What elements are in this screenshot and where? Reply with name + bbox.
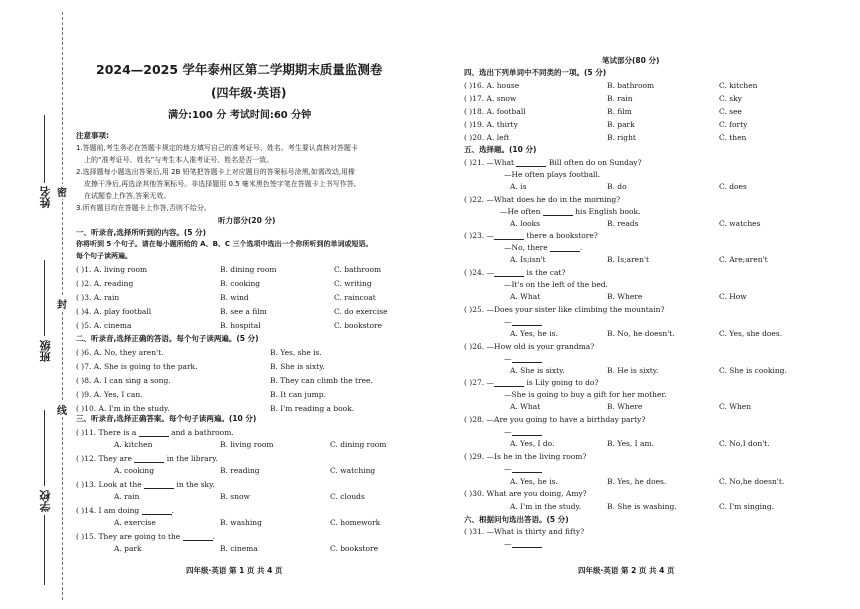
q5-c[interactable]: C. bookstore — [334, 321, 383, 330]
q3-b[interactable]: B. wind — [220, 293, 249, 302]
q14-c[interactable]: C. homework — [330, 518, 381, 527]
school-field-line-lower — [44, 515, 45, 585]
q31-question: ( )31. —What is thirty and fifty? — [464, 527, 585, 536]
q4-b[interactable]: B. see a film — [220, 307, 267, 316]
q23-b[interactable]: B. Is;aren't — [607, 255, 650, 264]
q28-blank[interactable] — [512, 435, 542, 436]
q19-a[interactable]: ( )19. A. thirty — [464, 120, 518, 129]
q13-question: ( )13. Look at the in the sky. — [76, 480, 215, 489]
q27-b[interactable]: B. Where — [607, 402, 643, 411]
q24-question: ( )24. — is the cat? — [464, 268, 566, 277]
part2-title: 二、听录音,选择正确的答语。每个句子读两遍。(5 分) — [76, 334, 259, 343]
q29-line2: — — [504, 464, 542, 473]
q18-b[interactable]: B. film — [607, 107, 632, 116]
q26-a[interactable]: A. She is sixty. — [510, 366, 565, 375]
part3-title: 三、听录音,选择正确答案。每个句子读两遍。(10 分) — [76, 414, 257, 423]
q2-a[interactable]: ( )2. A. reading — [76, 279, 134, 288]
q8-b[interactable]: B. They can climb the tree. — [270, 376, 373, 385]
q25-line2: — — [504, 317, 542, 326]
q31-blank[interactable] — [512, 547, 542, 548]
part4-title: 四、选出下列单词中不同类的一项。(5 分) — [464, 68, 607, 77]
q8-a[interactable]: ( )8. A. I can sing a song. — [76, 376, 171, 385]
q16-b[interactable]: B. bathroom — [607, 81, 655, 90]
q30-b[interactable]: B. She is washing. — [607, 502, 677, 511]
q23-line2: —No, there . — [504, 243, 583, 252]
q20-a[interactable]: ( )20. A. left — [464, 133, 510, 142]
part1-title: 一、听录音,选择所听到的内容。(5 分) — [76, 228, 207, 237]
q24-b[interactable]: B. Where — [607, 292, 643, 301]
q21-b[interactable]: B. do — [607, 182, 627, 191]
school-field-line[interactable] — [44, 410, 45, 486]
notice-line-1: 1.答题前,考生务必在答题卡规定的地方填写自己的准考证号、姓名。考生要认真核对答题卡 — [76, 144, 358, 152]
q19-c[interactable]: C. forty — [719, 120, 748, 129]
q13-a[interactable]: A. rain — [114, 492, 140, 501]
q22-blank[interactable] — [543, 215, 573, 216]
q11-b[interactable]: B. living room — [220, 440, 274, 449]
q5-a[interactable]: ( )5. A. cinema — [76, 321, 132, 330]
q3-c[interactable]: C. raincoat — [334, 293, 376, 302]
q16-c[interactable]: C. kitchen — [719, 81, 758, 90]
q6-b[interactable]: B. Yes, she is. — [270, 348, 322, 357]
notice-line-2: 上的“准考证号、姓名”与考生本人准考证号、姓名是否一致。 — [84, 156, 274, 164]
q29-blank[interactable] — [512, 472, 542, 473]
q23-blank-2[interactable] — [550, 251, 580, 252]
q24-a[interactable]: A. What — [510, 292, 541, 301]
notice-line-5: 在试题卷上作答,答案无效。 — [84, 192, 171, 200]
q15-c[interactable]: C. bookstore — [330, 544, 379, 553]
q28-b[interactable]: B. Yes, I am. — [607, 439, 654, 448]
q2-c[interactable]: C. writing — [334, 279, 372, 288]
notice-line-3: 2.选择题每小题选出答案后,用 2B 铅笔把答题卡上对应题目的答案标号涂黑,如需改动,用橡 — [76, 168, 356, 176]
q11-question: ( )11. There is a and a bathroom. — [76, 428, 234, 437]
part5-title: 五、选择题。(10 分) — [464, 145, 537, 154]
q12-a[interactable]: A. cooking — [114, 466, 154, 475]
q1-a[interactable]: ( )1. A. living room — [76, 265, 148, 274]
q29-question: ( )29. —Is he in the living room? — [464, 452, 587, 461]
q18-a[interactable]: ( )18. A. football — [464, 107, 526, 116]
q12-question: ( )12. They are in the library. — [76, 454, 218, 463]
q11-c[interactable]: C. dining room — [330, 440, 387, 449]
school-label: 学校 — [39, 490, 52, 512]
q26-c[interactable]: C. She is cooking. — [719, 366, 787, 375]
part6-title: 六、根据问句选出答语。(5 分) — [464, 515, 569, 524]
q22-b[interactable]: B. reads — [607, 219, 639, 228]
q21-c[interactable]: C. does — [719, 182, 747, 191]
q10-a[interactable]: ( )10. A. I'm in the study. — [76, 404, 170, 413]
exam-title: 2024—2025 学年泰州区第二学期期末质量监测卷 — [96, 62, 383, 77]
q29-b[interactable]: B. Yes, he does. — [607, 477, 667, 486]
q30-a[interactable]: A. I'm in the study. — [510, 502, 582, 511]
q16-a[interactable]: ( )16. A. house — [464, 81, 520, 90]
q23-blank-1[interactable] — [494, 239, 524, 240]
q14-a[interactable]: A. exercise — [114, 518, 156, 527]
q23-question: ( )23. — there a bookstore? — [464, 231, 598, 240]
seal-feng: 封 — [57, 296, 67, 311]
q11-blank[interactable] — [139, 436, 169, 437]
q2-b[interactable]: B. cooking — [220, 279, 261, 288]
written-title: 笔试部分(80 分) — [602, 56, 660, 65]
notice-title: 注意事项: — [76, 131, 109, 140]
q14-blank[interactable] — [142, 514, 172, 515]
q19-b[interactable]: B. park — [607, 120, 635, 129]
q24-line2: —It's on the left of the bed. — [504, 280, 608, 289]
q27-a[interactable]: A. What — [510, 402, 541, 411]
q4-c[interactable]: C. do exercise — [334, 307, 388, 316]
q23-c[interactable]: C. Are;aren't — [719, 255, 768, 264]
q15-b[interactable]: B. cinema — [220, 544, 258, 553]
q28-line2: — — [504, 427, 542, 436]
q12-c[interactable]: C. watching — [330, 466, 376, 475]
notice-line-4: 皮擦干净后,再选涂其他答案标号。非选择题用 0.5 毫米黑色签字笔在答题卡上书写作答, — [84, 180, 357, 188]
seal-mi: 密 — [57, 184, 67, 199]
q21-question: ( )21. —What Bill often do on Sunday? — [464, 158, 642, 167]
q20-c[interactable]: C. then — [719, 133, 747, 142]
listening-title: 听力部分(20 分) — [218, 216, 276, 225]
q15-question: ( )15. They are going to the . — [76, 532, 216, 541]
score-time: 满分:100 分 考试时间:60 分钟 — [168, 110, 312, 121]
q15-a[interactable]: A. park — [114, 544, 142, 553]
q27-blank[interactable] — [494, 386, 524, 387]
q27-c[interactable]: C. When — [719, 402, 752, 411]
footer-right: 四年级·英语 第 2 页 共 4 页 — [578, 566, 675, 575]
q13-blank[interactable] — [144, 488, 174, 489]
q15-blank[interactable] — [183, 540, 213, 541]
q29-c[interactable]: C. No,he doesn't. — [719, 477, 785, 486]
q26-b[interactable]: B. He is sixty. — [607, 366, 659, 375]
class-field-line[interactable] — [44, 260, 45, 336]
q14-question: ( )14. I am doing . — [76, 506, 174, 515]
q22-line2: —He often his English book. — [500, 207, 641, 216]
q13-b[interactable]: B. snow — [220, 492, 250, 501]
q17-b[interactable]: B. rain — [607, 94, 633, 103]
q7-a[interactable]: ( )7. A. She is going to the park. — [76, 362, 198, 371]
part1-instr2: 每个句子读两遍。 — [76, 252, 132, 260]
q20-b[interactable]: B. right — [607, 133, 636, 142]
q3-a[interactable]: ( )3. A. rain — [76, 293, 120, 302]
q28-a[interactable]: A. Yes, I do. — [510, 439, 555, 448]
q25-b[interactable]: B. No, he doesn't. — [607, 329, 675, 338]
q30-question: ( )30. What are you doing, Amy? — [464, 489, 587, 498]
q7-b[interactable]: B. She is sixty. — [270, 362, 325, 371]
notice-line-6: 3.所有题目均在答题卡上作答,否则不给分。 — [76, 204, 211, 212]
q28-question: ( )28. —Are you going to have a birthday party? — [464, 415, 646, 424]
q5-b[interactable]: B. hospital — [220, 321, 261, 330]
q31-line2: — — [504, 539, 542, 548]
q14-b[interactable]: B. washing — [220, 518, 262, 527]
q18-c[interactable]: C. see — [719, 107, 742, 116]
name-field-line[interactable] — [44, 115, 45, 183]
q24-blank[interactable] — [494, 276, 524, 277]
name-label: 姓名 — [39, 186, 52, 208]
q17-a[interactable]: ( )17. A. snow — [464, 94, 517, 103]
q10-b[interactable]: B. I'm reading a book. — [270, 404, 355, 413]
q6-a[interactable]: ( )6. A. No, they aren't. — [76, 348, 164, 357]
q28-c[interactable]: C. No,I don't. — [719, 439, 770, 448]
q12-b[interactable]: B. reading — [220, 466, 260, 475]
exam-subtitle: (四年级·英语) — [211, 86, 287, 100]
footer-left: 四年级·英语 第 1 页 共 4 页 — [186, 566, 283, 575]
q23-a[interactable]: A. Is;isn't — [510, 255, 546, 264]
q26-question: ( )26. —How old is your grandma? — [464, 342, 595, 351]
q27-question: ( )27. — is Lily going to do? — [464, 378, 599, 387]
q26-blank[interactable] — [512, 362, 542, 363]
q21-line2: —He often plays football. — [504, 170, 601, 179]
q12-blank[interactable] — [134, 462, 164, 463]
q13-c[interactable]: C. clouds — [330, 492, 365, 501]
q22-a[interactable]: A. looks — [510, 219, 541, 228]
q25-a[interactable]: A. Yes, he is. — [510, 329, 558, 338]
q22-c[interactable]: C. watches — [719, 219, 761, 228]
q21-blank[interactable] — [516, 166, 546, 167]
q25-c[interactable]: C. Yes, she does. — [719, 329, 783, 338]
q11-a[interactable]: A. kitchen — [114, 440, 153, 449]
q29-a[interactable]: A. Yes, he is. — [510, 477, 558, 486]
q25-blank[interactable] — [512, 325, 542, 326]
q30-c[interactable]: C. I'm singing. — [719, 502, 775, 511]
part1-instr: 你将听到 5 个句子。请在每小题所给的 A、B、C 三个选项中选出一个你所听到的单词或短语。 — [76, 240, 373, 248]
q1-c[interactable]: C. bathroom — [334, 265, 382, 274]
q1-b[interactable]: B. dining room — [220, 265, 277, 274]
q22-question: ( )22. —What does he do in the morning? — [464, 195, 621, 204]
class-label: 班级 — [39, 340, 52, 362]
q24-c[interactable]: C. How — [719, 292, 747, 301]
q25-question: ( )25. —Does your sister like climbing the mountain? — [464, 305, 665, 314]
q26-line2: — — [504, 354, 542, 363]
seal-xian: 线 — [57, 402, 67, 417]
q21-a[interactable]: A. is — [510, 182, 527, 191]
q4-a[interactable]: ( )4. A. play football — [76, 307, 152, 316]
q17-c[interactable]: C. sky — [719, 94, 742, 103]
q9-a[interactable]: ( )9. A. Yes, I can. — [76, 390, 143, 399]
q27-line2: —She is going to buy a gift for her mother. — [504, 390, 667, 399]
q9-b[interactable]: B. It can jump. — [270, 390, 326, 399]
